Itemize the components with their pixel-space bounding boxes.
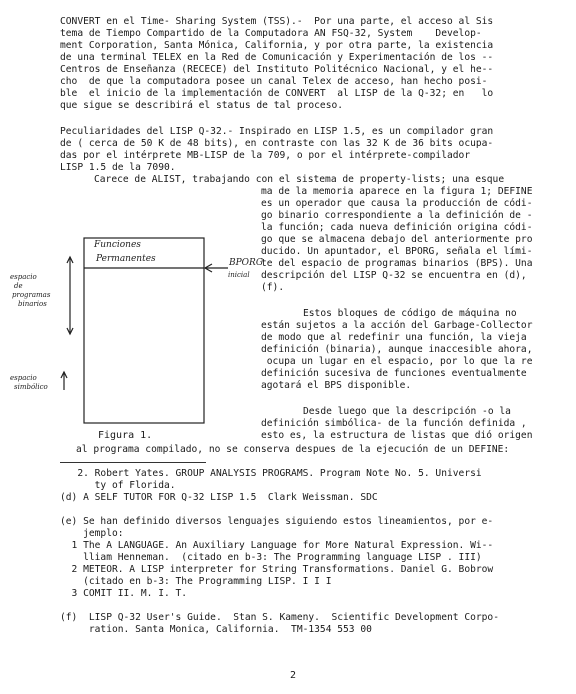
text-line: ducido. Un apuntador, el BPORG, señala el lími- xyxy=(261,246,533,257)
footnote-line: (d) A SELF TUTOR FOR Q-32 LISP 1.5 Clark Weissman. SDC xyxy=(60,492,378,503)
box-label-line-1: Funciones xyxy=(94,240,141,250)
footnote-line: (e) Se han definido diversos lenguajes siguiendo estos lineamientos, por e- xyxy=(60,516,494,527)
text-line: Centros de Enseñanza (RECECE) del Instituto Politécnico Nacional, y el he-- xyxy=(60,64,494,75)
footnote-separator xyxy=(60,462,206,463)
text-line: descripción del LISP Q-32 se encuentra en (d), xyxy=(261,270,527,281)
bps-label-3: programas xyxy=(12,291,51,299)
text-line: ment Corporation, Santa Mónica, California, y por otra parte, la existencia xyxy=(60,40,494,51)
text-line: Estos bloques de código de máquina no xyxy=(303,308,517,319)
text-line: de modo que al redefinir una función, la vieja xyxy=(261,332,527,343)
text-line: están sujetos a la acción del Garbage-Collector xyxy=(261,320,533,331)
text-line: ocupa un lugar en el espacio, por lo que la re xyxy=(261,356,533,367)
page-number: 2 xyxy=(290,670,297,681)
text-line: Peculiaridades del LISP Q-32.- Inspirado en LISP 1.5, es un compilador gran xyxy=(60,126,494,137)
symbolic-label-2: simbólico xyxy=(14,383,48,391)
text-line: de ( cerca de 50 K de 48 bits), en contraste con las 32 K de 36 bits ocupa- xyxy=(60,138,494,149)
footnote-line: lliam Henneman. (citado en b-3: The Programming language LISP . III) xyxy=(60,552,482,563)
footnote-line: ty of Florida. xyxy=(60,480,176,491)
footnote-line: (f) LISP Q-32 User's Guide. Stan S. Kameny. Scientific Development Corpo- xyxy=(60,612,499,623)
text-line: al programa compilado, no se conserva despues de la ejecución de un DEFINE: xyxy=(76,444,510,455)
bps-label-4: binarios xyxy=(18,300,47,308)
text-line: LISP 1.5 de la 7090. xyxy=(60,162,176,173)
footnote-line: 1 The A LANGUAGE. An Auxiliary Language for More Natural Expression. Wi-- xyxy=(60,540,494,551)
footnote-line: jemplo: xyxy=(60,528,124,539)
bps-label-1: espacio xyxy=(10,273,37,281)
text-line: (f). xyxy=(261,282,285,293)
box-label-line-2: Permanentes xyxy=(96,254,156,264)
bps-label-2: de xyxy=(14,282,23,290)
bporg-label: BPORG xyxy=(229,258,264,268)
text-line: ma de la memoria aparece en la figura 1; DEFINE xyxy=(261,186,533,197)
text-line: Carece de ALIST, trabajando con el sistema de property-lists; una esque xyxy=(94,174,505,185)
text-line: te del espacio de programas binarios (BPS). Una xyxy=(261,258,533,269)
text-line: Desde luego que la descripción -o la xyxy=(303,406,511,417)
figure-caption: Figura 1. xyxy=(98,430,153,441)
footnote-line: 3 COMIT II. M. I. T. xyxy=(60,588,188,599)
text-line: definición sucesiva de funciones eventualmente xyxy=(261,368,527,379)
text-line: que sigue se describirá el status de tal proceso. xyxy=(60,100,344,111)
text-line: de una terminal TELEX en la Red de Comunicación y Experimentación de los -- xyxy=(60,52,494,63)
text-line: go binario correspondiente a la definición de - xyxy=(261,210,533,221)
text-line: definición (binaria), aunque inaccesible ahora, xyxy=(261,344,533,355)
symbolic-label-1: espacio xyxy=(10,374,37,382)
text-line: la función; cada nueva definición origina códi- xyxy=(261,222,533,233)
text-line: go que se almacena debajo del anteriormente pro xyxy=(261,234,533,245)
text-line: agotará el BPS disponible. xyxy=(261,380,412,391)
text-line: cho de que la computadora posee un canal Telex de acceso, han hecho posi- xyxy=(60,76,488,87)
footnote-line: 2 METEOR. A LISP interpreter for String Transformations. Daniel G. Bobrow xyxy=(60,564,494,575)
text-line: es un operador que causa la producción de códi- xyxy=(261,198,533,209)
text-line: esto es, la estructura de listas que dió origen xyxy=(261,430,533,441)
footnote-line: (citado en b-3: The Programming LISP. I I I xyxy=(60,576,332,587)
text-line: ble el inicio de la implementación de CONVERT al LISP de la Q-32; en lo xyxy=(60,88,494,99)
text-line: CONVERT en el Time- Sharing System (TSS).- Por una parte, el acceso al Sis xyxy=(60,16,494,27)
bporg-label-2: inicial xyxy=(228,271,250,279)
text-line: definición simbólica- de la función definida , xyxy=(261,418,527,429)
text-line: tema de Tiempo Compartido de la Computadora AN FSQ-32, System Develop- xyxy=(60,28,482,39)
footnote-line: ration. Santa Monica, California. TM-1354 553 00 xyxy=(60,624,372,635)
memory-box xyxy=(84,238,204,423)
text-line: das por el intérprete MB-LISP de la 709, o por el intérprete-compilador xyxy=(60,150,471,161)
footnote-line: 2. Robert Yates. GROUP ANALYSIS PROGRAMS. Program Note No. 5. Universi xyxy=(60,468,482,479)
